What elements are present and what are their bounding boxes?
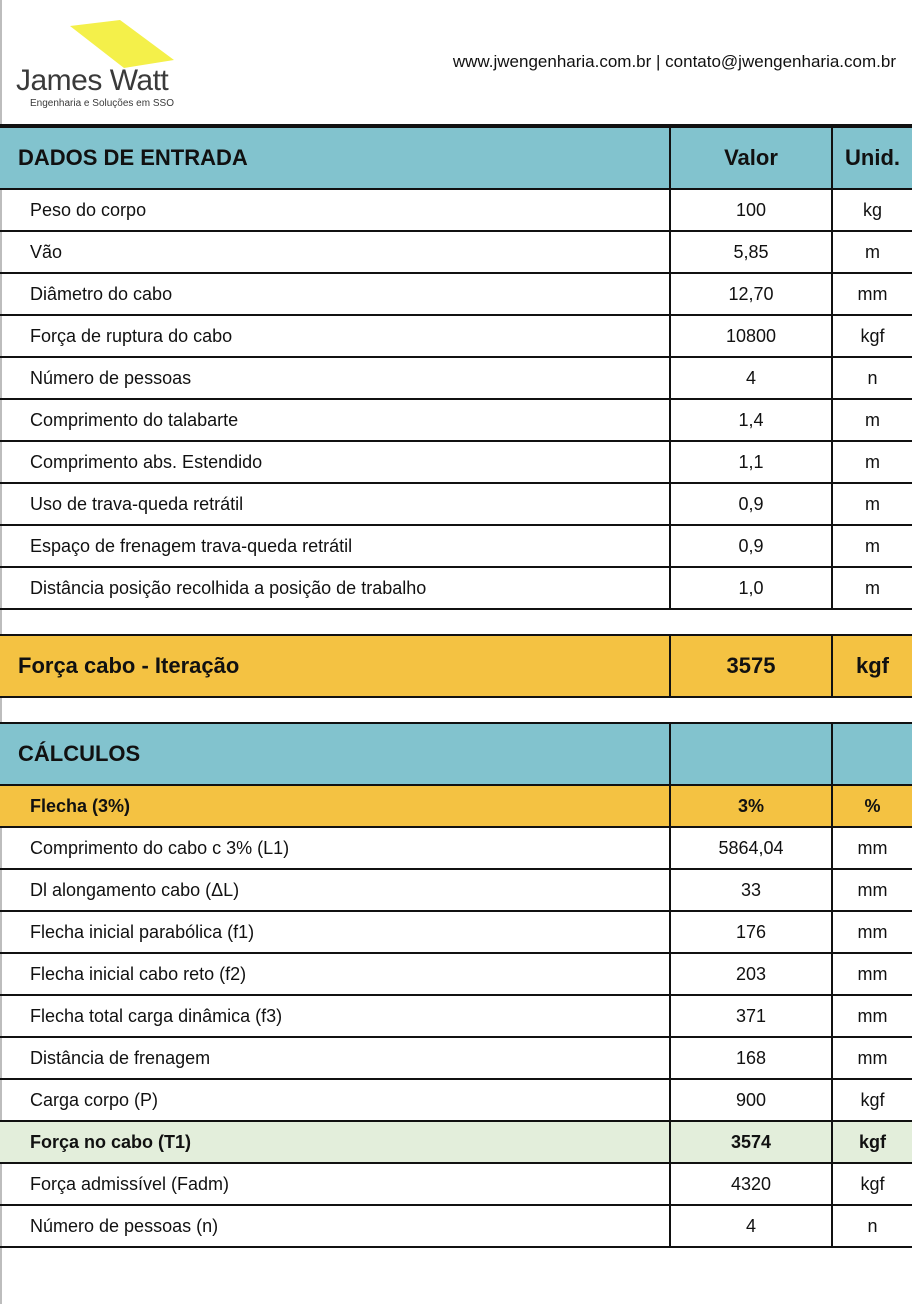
- inputs-header-row: [0, 126, 912, 189]
- calc-row-value[interactable]: 900: [670, 1079, 832, 1121]
- input-row-value[interactable]: 12,70: [670, 273, 832, 315]
- input-row: [0, 441, 912, 483]
- calculation-sheet: [0, 124, 912, 1248]
- calcs-header-row-unit: [832, 723, 912, 785]
- spacer-cell: [0, 697, 912, 723]
- logo-parallelogram-icon: [62, 20, 182, 70]
- calc-row: [0, 911, 912, 953]
- input-row-unit: kg: [832, 189, 912, 231]
- calc-row-value[interactable]: 33: [670, 869, 832, 911]
- input-row-unit: mm: [832, 273, 912, 315]
- flecha-row-value[interactable]: 3%: [670, 785, 832, 827]
- calc-row-value[interactable]: 176: [670, 911, 832, 953]
- calc-row-label: Distância de frenagem: [0, 1037, 670, 1079]
- calc-row-label: Flecha inicial cabo reto (f2): [0, 953, 670, 995]
- input-row: [0, 399, 912, 441]
- calc-row: [0, 1163, 912, 1205]
- calc-row-value[interactable]: 4320: [670, 1163, 832, 1205]
- input-row: [0, 273, 912, 315]
- logo-title: James Watt: [16, 64, 169, 97]
- force-row-value[interactable]: 3574: [670, 1121, 832, 1163]
- calc-row: [0, 1037, 912, 1079]
- input-row-label: Peso do corpo: [0, 189, 670, 231]
- calc-row-value[interactable]: 168: [670, 1037, 832, 1079]
- calc-row-label: Flecha inicial parabólica (f1): [0, 911, 670, 953]
- calc-row-value[interactable]: 371: [670, 995, 832, 1037]
- input-row-unit: m: [832, 441, 912, 483]
- calc-row-unit: mm: [832, 953, 912, 995]
- input-row: [0, 483, 912, 525]
- calc-row-label: Comprimento do cabo c 3% (L1): [0, 827, 670, 869]
- input-row-unit: m: [832, 231, 912, 273]
- input-row-unit: m: [832, 483, 912, 525]
- calc-row-value[interactable]: 203: [670, 953, 832, 995]
- calc-row: [0, 995, 912, 1037]
- input-row-value[interactable]: 100: [670, 189, 832, 231]
- input-row-label: Número de pessoas: [0, 357, 670, 399]
- input-row-unit: kgf: [832, 315, 912, 357]
- logo-subtitle: Engenharia e Soluções em SSO: [30, 98, 174, 109]
- company-logo: [16, 16, 206, 116]
- iteration-row-unit: kgf: [832, 635, 912, 697]
- input-row-label: Espaço de frenagem trava-queda retrátil: [0, 525, 670, 567]
- input-row-unit: n: [832, 357, 912, 399]
- calc-row-unit: n: [832, 1205, 912, 1247]
- input-row-value[interactable]: 0,9: [670, 525, 832, 567]
- calc-row-value[interactable]: 4: [670, 1205, 832, 1247]
- calc-row-label: Força admissível (Fadm): [0, 1163, 670, 1205]
- input-row-value[interactable]: 1,0: [670, 567, 832, 609]
- input-row-label: Comprimento do talabarte: [0, 399, 670, 441]
- calc-row-value[interactable]: 5864,04: [670, 827, 832, 869]
- input-row-label: Distância posição recolhida a posição de trabalho: [0, 567, 670, 609]
- calc-row-label: Número de pessoas (n): [0, 1205, 670, 1247]
- calc-row-unit: mm: [832, 869, 912, 911]
- input-row: [0, 567, 912, 609]
- spacer-row: [0, 697, 912, 723]
- calcs-header-row: [0, 723, 912, 785]
- input-row-label: Comprimento abs. Estendido: [0, 441, 670, 483]
- input-row: [0, 315, 912, 357]
- input-row-unit: m: [832, 399, 912, 441]
- calc-row-unit: kgf: [832, 1079, 912, 1121]
- flecha-row-label: Flecha (3%): [0, 785, 670, 827]
- calc-row: [0, 953, 912, 995]
- input-row: [0, 357, 912, 399]
- input-row-value[interactable]: 1,4: [670, 399, 832, 441]
- calc-row-unit: mm: [832, 995, 912, 1037]
- flecha-row-unit: %: [832, 785, 912, 827]
- calc-row: [0, 827, 912, 869]
- contact-info: www.jwengenharia.com.br | contato@jwengenharia.com.br: [452, 52, 896, 71]
- calc-row-unit: mm: [832, 911, 912, 953]
- calc-row: [0, 869, 912, 911]
- input-row-unit: m: [832, 567, 912, 609]
- calc-row-label: Dl alongamento cabo (ΔL): [0, 869, 670, 911]
- input-row-label: Vão: [0, 231, 670, 273]
- input-row: [0, 189, 912, 231]
- calc-row-label: Flecha total carga dinâmica (f3): [0, 995, 670, 1037]
- flecha-row: [0, 785, 912, 827]
- spacer-cell: [0, 609, 912, 635]
- calc-row-unit: mm: [832, 1037, 912, 1079]
- input-row-value[interactable]: 0,9: [670, 483, 832, 525]
- input-row-value[interactable]: 5,85: [670, 231, 832, 273]
- unit-column-header: Unid.: [832, 126, 912, 189]
- calcs-header-row-label: CÁLCULOS: [0, 723, 670, 785]
- calc-row-unit: mm: [832, 827, 912, 869]
- force-row: [0, 1121, 912, 1163]
- input-row: [0, 525, 912, 567]
- calcs-header-row-value[interactable]: [670, 723, 832, 785]
- input-row-unit: m: [832, 525, 912, 567]
- inputs-title: DADOS DE ENTRADA: [0, 126, 670, 189]
- calc-row: [0, 1079, 912, 1121]
- input-row-value[interactable]: 10800: [670, 315, 832, 357]
- input-row-value[interactable]: 1,1: [670, 441, 832, 483]
- calc-row-label: Carga corpo (P): [0, 1079, 670, 1121]
- calc-row: [0, 1205, 912, 1247]
- input-row: [0, 231, 912, 273]
- force-row-unit: kgf: [832, 1121, 912, 1163]
- force-row-label: Força no cabo (T1): [0, 1121, 670, 1163]
- input-row-label: Uso de trava-queda retrátil: [0, 483, 670, 525]
- value-column-header: Valor: [670, 126, 832, 189]
- iteration-row-label: Força cabo - Iteração: [0, 635, 670, 697]
- input-row-label: Diâmetro do cabo: [0, 273, 670, 315]
- spacer-row: [0, 609, 912, 635]
- iteration-row: [0, 635, 912, 697]
- input-row-value[interactable]: 4: [670, 357, 832, 399]
- iteration-row-value[interactable]: 3575: [670, 635, 832, 697]
- page-header: [0, 0, 912, 124]
- input-row-label: Força de ruptura do cabo: [0, 315, 670, 357]
- calc-row-unit: kgf: [832, 1163, 912, 1205]
